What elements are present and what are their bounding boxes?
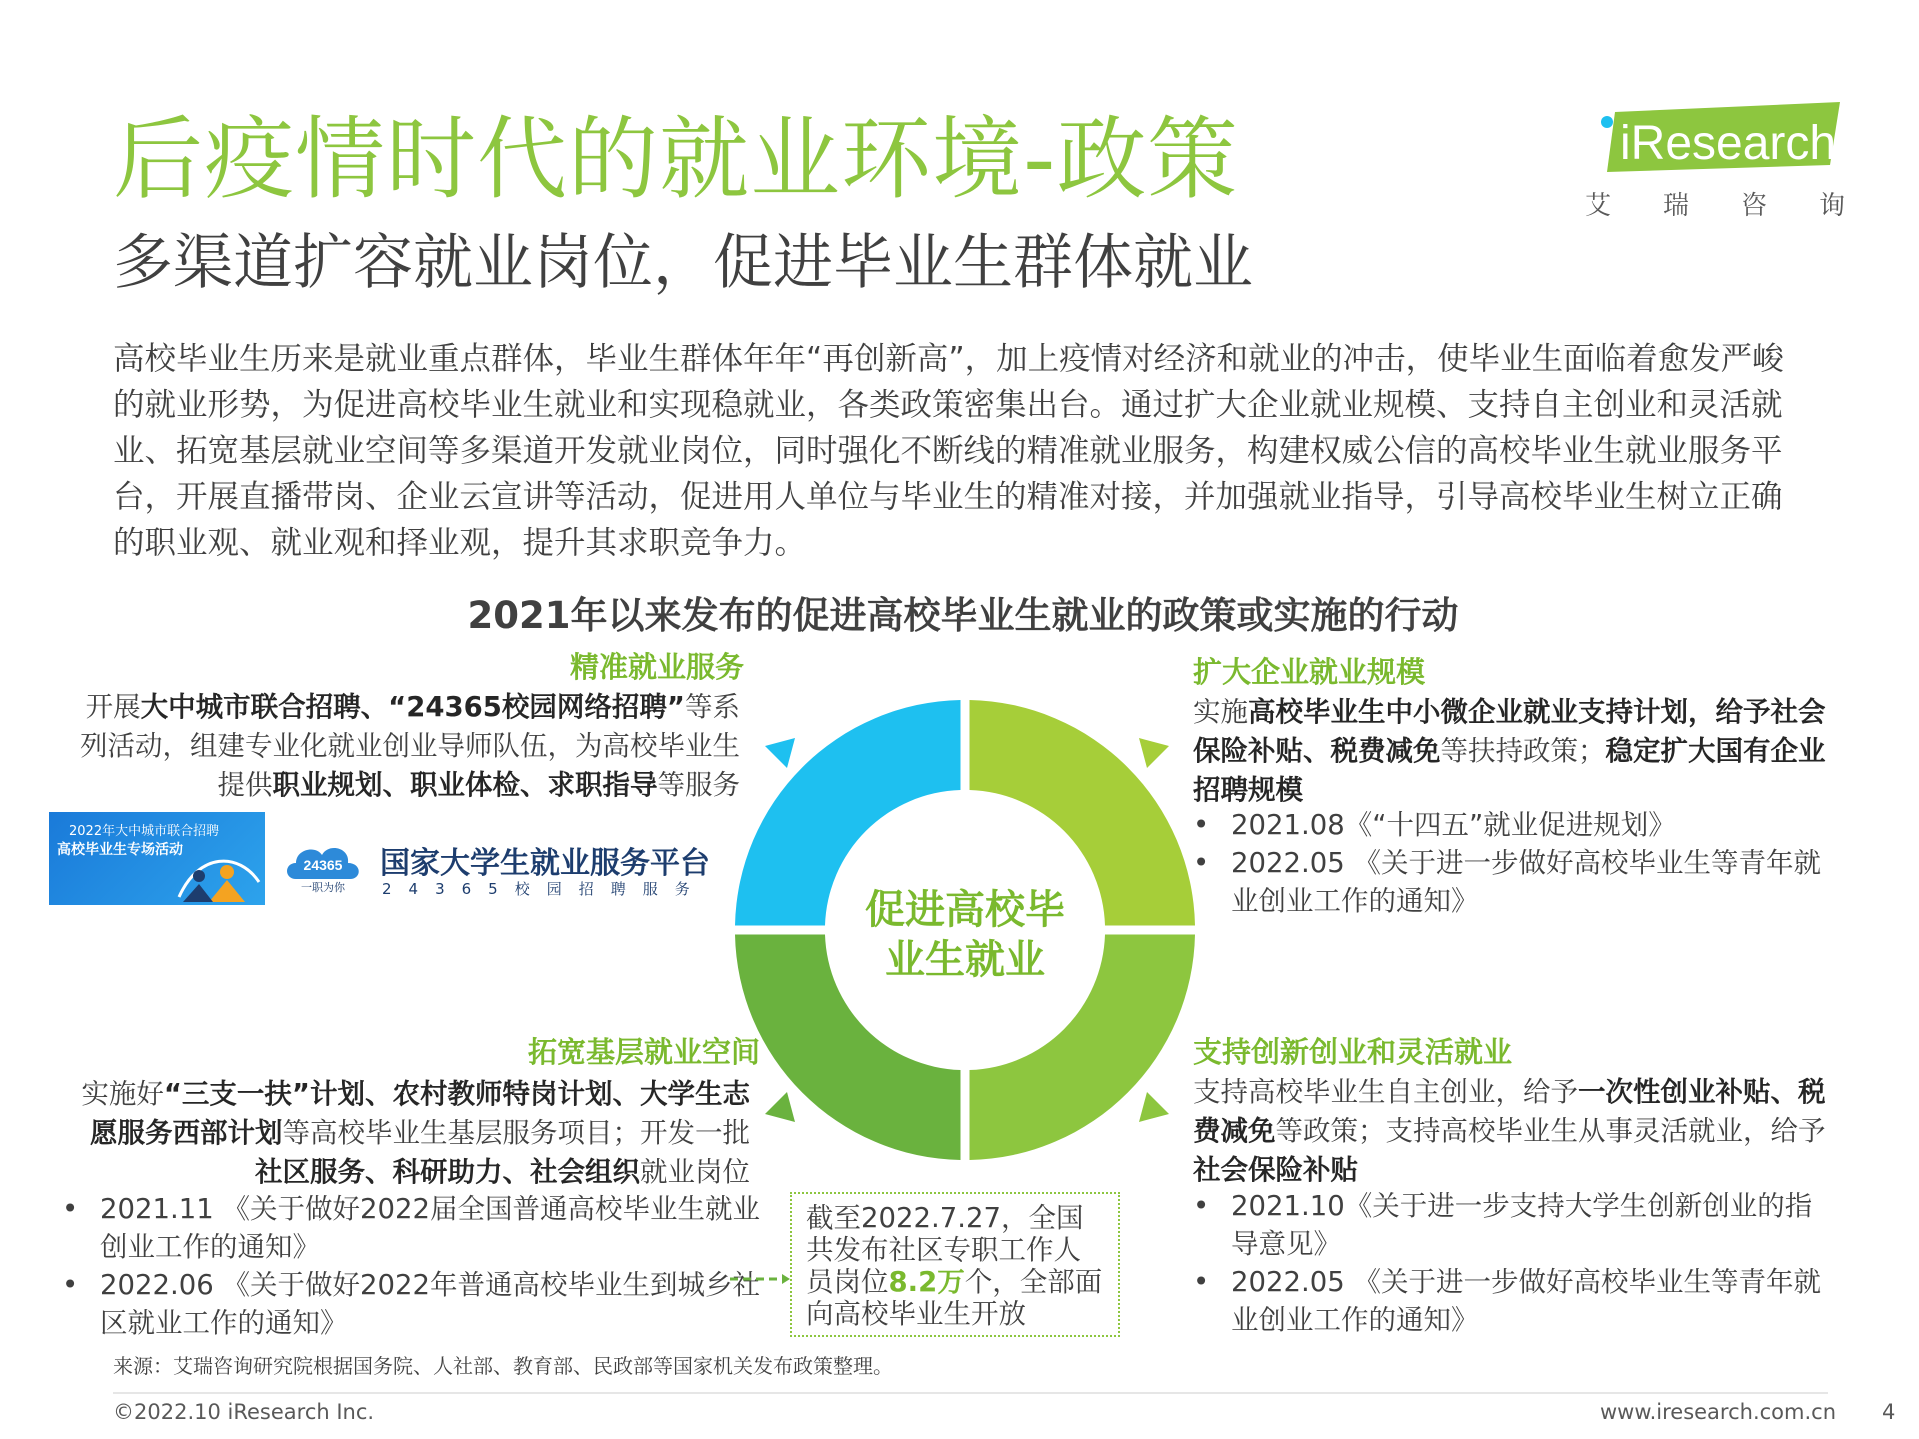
campaign-banner-image [49,812,265,905]
quadrant-title-bottom-right: 支持创新创业和灵活就业 [1193,1035,1513,1069]
center-label: 促进高校毕业生就业 [865,887,1065,983]
cloud-logo-number: 24365 [303,857,343,873]
pointer-arrow-top-left [765,738,799,772]
text-part: 实施好 [81,1078,164,1110]
logo-cn-char: 询 [1818,191,1845,221]
quadrant-title-bottom-left: 拓宽基层就业空间 [528,1035,761,1069]
footer-copyright: ©2022.10 iResearch Inc. [113,1400,375,1424]
quadrant-text-top-left [60,688,740,805]
policy-item: • 2022.06 《关于做好2022年普通高校毕业生到城乡社区就业工作的通知》 [62,1266,762,1342]
iresearch-logo [1585,100,1845,220]
policy-item: • 2021.10《关于进一步支持大学生创新创业的指导意见》 [1193,1187,1833,1263]
policy-item: • 2021.11 《关于做好2022届全国普通高校毕业生就业创业工作的通知》 [62,1190,762,1266]
pointer-arrow-bottom-left [765,1088,799,1122]
text-emphasis: “三支一扶”计划、农村教师特岗计划、大学生志愿服务西部计划 [90,1078,750,1149]
figures-icon [169,842,265,905]
note-highlight: 8.2万 [888,1266,965,1298]
quadrant-title-top-right: 扩大企业就业规模 [1193,655,1426,689]
text-part: 等扶持政策； [1440,735,1606,767]
text-part: 开展 [85,691,141,723]
quadrant-text-top-right [1193,693,1828,810]
cloud-logo-slogan: 一职为你 [301,881,345,893]
banner-line2: 高校毕业生专场活动 [57,842,183,858]
page-subtitle: 多渠道扩容就业岗位，促进毕业生群体就业 [113,228,1253,298]
policy-item: • 2022.05 《关于进一步做好高校毕业生等青年就业创业工作的通知》 [1193,1263,1833,1339]
text-part: 就业岗位 [640,1156,750,1188]
note-text: 截至2022.7.27，全国共发布社区专职工作人员岗位 [806,1202,1084,1298]
logo-cn-char: 艾 [1585,191,1612,221]
cloud-logo-icon [282,833,364,893]
pointer-arrow-top-right [1135,738,1169,772]
quadrant-text-bottom-right [1193,1073,1828,1190]
connector-dashed-line [730,1272,792,1286]
text-emphasis: 高校毕业生中小微企业就业支持计划，给予社会保险补贴、税费减免 [1193,696,1826,767]
community-jobs-note [790,1192,1120,1337]
text-emphasis: 大中城市联合招聘、“24365校园网络招聘” [140,691,685,723]
pointer-arrow-bottom-right [1135,1088,1169,1122]
footer-website[interactable]: www.iresearch.com.cn [1600,1400,1837,1424]
logo-cn [1585,185,1845,222]
section-title: 2021年以来发布的促进高校毕业生就业的政策或实施的行动 [467,594,1459,637]
policy-list-bottom-left [62,1190,762,1342]
intro-paragraph: 高校毕业生历来是就业重点群体，毕业生群体年年“再创新高”，加上疫情对经济和就业的冲击，使毕业生面临着愈发严峻的就业形势，为促进高校毕业生就业和实现稳就业，各类政策密集出台。通过扩大企业就业规模、支持自主创业和灵活就业、拓宽基层就业空间等多渠道开发就业岗位，同时强化不断线的精准就业服务，构建权威公信的高校毕业生就业服务平台，开展直播带岗、企业云宣讲等活动，促进用人单位与毕业生的精准对接，并加强就业指导，引导高校毕业生树立正确的职业观、就业观和择业观，提升其求职竞争力。 [113,341,1784,561]
logo-brand: iResearch [1620,117,1837,170]
text-emphasis: 一次性创业补贴、税费减免 [1193,1076,1826,1147]
quadrant-text-bottom-left [70,1075,750,1192]
text-emphasis: 职业规划、职业体检、求职指导 [272,769,658,801]
page-number: 4 [1882,1400,1896,1424]
text-emphasis: 社区服务、科研助力、社会组织 [255,1156,640,1188]
text-emphasis: 稳定扩大国有企业招聘规模 [1193,735,1826,806]
policy-item: • 2021.08《“十四五”就业促进规划》 [1193,806,1833,844]
policy-item: • 2022.05 《关于进一步做好高校毕业生等青年就业创业工作的通知》 [1193,844,1833,920]
logo-cn-char: 咨 [1740,191,1767,221]
note-text: 个，全部面向高校毕业生开放 [806,1266,1103,1330]
text-part: 实施 [1193,696,1248,728]
policy-list-top-right [1193,806,1833,920]
footer-divider [113,1392,1828,1394]
text-part: 支持高校毕业生自主创业，给予 [1193,1076,1578,1108]
platform-subtitle: 24365校园招聘服务 [382,880,707,898]
policy-list-bottom-right [1193,1187,1833,1339]
text-part: 等服务 [657,769,740,801]
page-title: 后疫情时代的就业环境-政策 [113,107,1239,212]
text-emphasis: 社会保险补贴 [1193,1154,1358,1186]
quadrant-title-top-left: 精准就业服务 [570,650,745,684]
text-part: 等高校毕业生基层服务项目；开发一批 [282,1117,750,1149]
platform-name: 国家大学生就业服务平台 [380,846,710,881]
text-part: 等政策；支持高校毕业生从事灵活就业，给予 [1275,1115,1826,1147]
source-note: 来源：艾瑞咨询研究院根据国务院、人社部、教育部、民政部等国家机关发布政策整理。 [113,1354,893,1378]
logo-cn-char: 瑞 [1662,191,1689,221]
text-part: 等系列活动，组建专业化就业创业导师队伍，为高校毕业生提供 [80,691,740,801]
banner-line1: 2022年大中城市联合招聘 [69,824,220,839]
